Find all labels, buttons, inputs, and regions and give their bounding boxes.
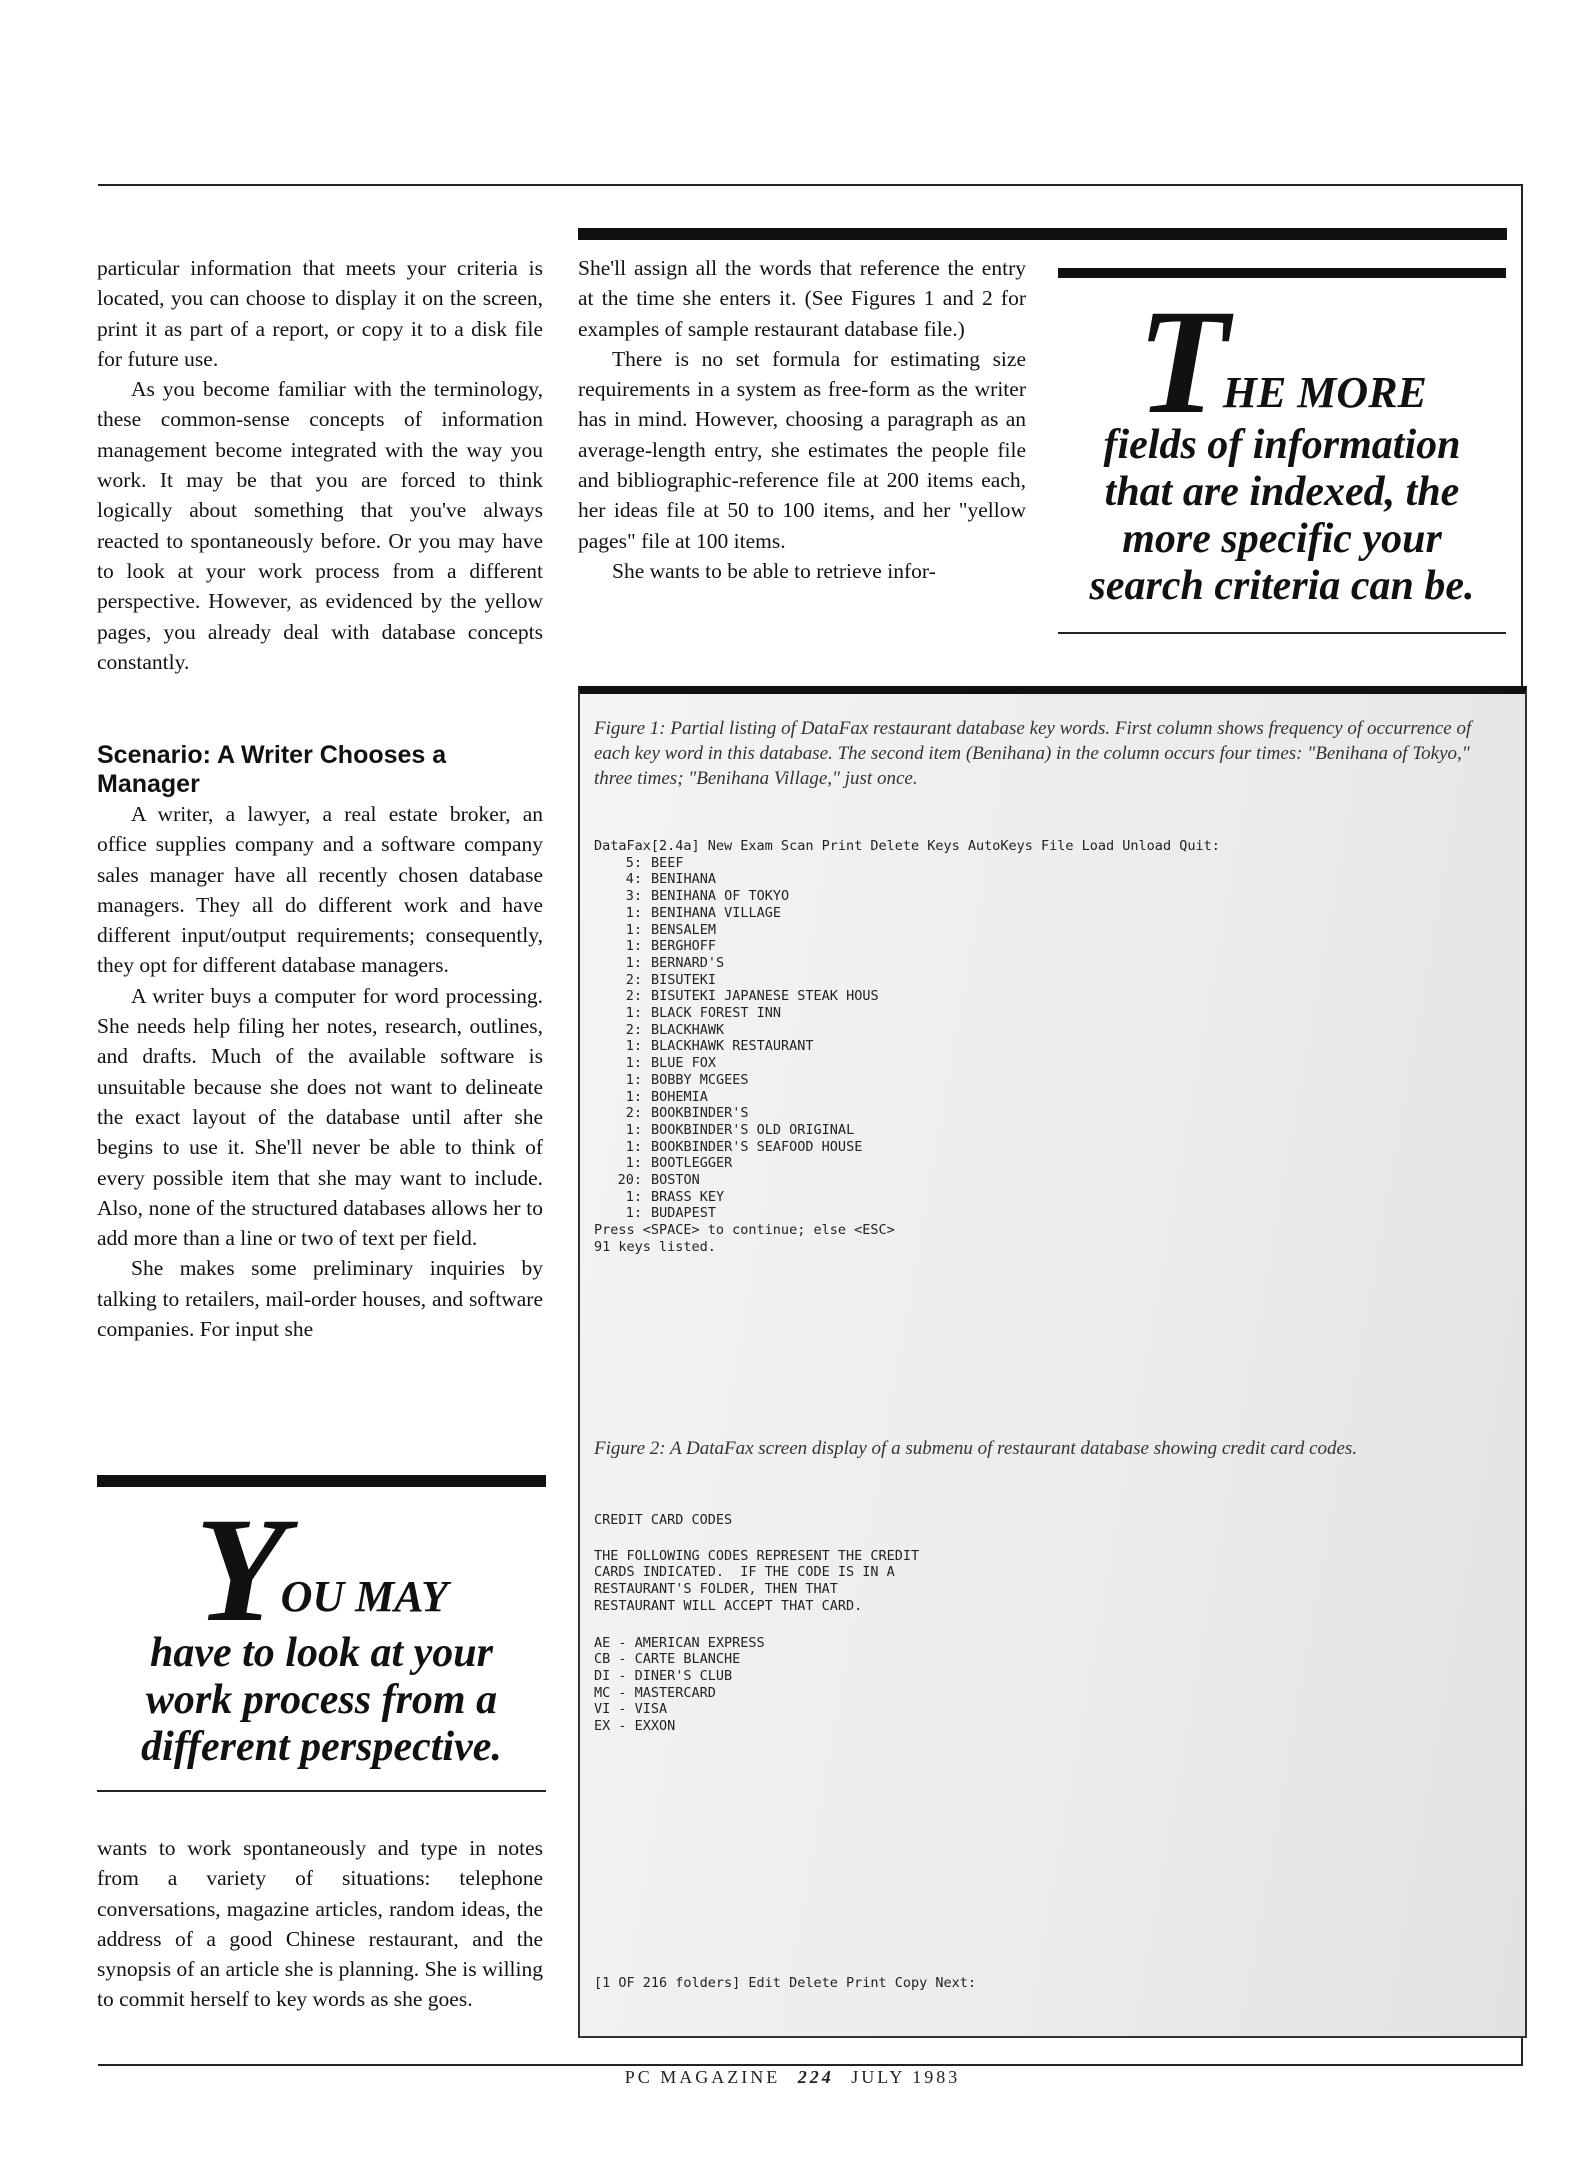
key-word-count: 4: bbox=[625, 871, 642, 888]
key-word-count: 2: bbox=[625, 1105, 642, 1122]
key-word-row bbox=[594, 855, 1494, 872]
key-word-count: 1: bbox=[625, 904, 642, 921]
pull-quote-line: that are indexed, the bbox=[1104, 469, 1460, 515]
key-word-row bbox=[594, 1005, 1494, 1022]
key-word-row bbox=[594, 988, 1494, 1005]
paragraph: A writer buys a computer for word processing. She needs help filing her notes, research, outlines, and drafts. Much of the available software is unsuitable because she does not want to delineate the exact layout of the database until after she begins to use it. She'll never be able to think of every possible item that she may want to include. Also, none of the structured databases allows her to add more than a line or two of text per field. bbox=[97, 983, 543, 1251]
key-word-count: 1: bbox=[625, 1055, 642, 1072]
paragraph: She'll assign all the words that reference the entry at the time she enters it. (See Figures 1 and 2 for examples of sample restaurant database file.) bbox=[578, 256, 1026, 341]
key-word: BENIHANA VILLAGE bbox=[651, 904, 782, 921]
key-word-count: 2: bbox=[625, 971, 642, 988]
pull-quote-line: have to look at your bbox=[150, 1630, 493, 1676]
key-word: BENIHANA bbox=[651, 871, 717, 888]
pull-quote-left bbox=[97, 1487, 546, 1771]
key-word-count: 1: bbox=[625, 954, 642, 971]
figure1-caption: Figure 1: Partial listing of DataFax restaurant database key words. First column shows frequency of occurrence of each key word in this database. The second item (Benihana) in the column occurs four times: "Benihana of Tokyo," three times; "Benihana Village," just once. bbox=[594, 718, 1472, 789]
key-word: BRASS KEY bbox=[651, 1188, 725, 1205]
key-word-count: 1: bbox=[625, 921, 642, 938]
footer-date: JULY 1983 bbox=[851, 2067, 961, 2087]
key-word: BOOTLEGGER bbox=[651, 1155, 733, 1172]
pull-quote-right-bottom-rule bbox=[1058, 632, 1506, 634]
key-word: BEEF bbox=[651, 854, 684, 871]
key-word: BISUTEKI JAPANESE STEAK HOUS bbox=[651, 988, 879, 1005]
figure1-menu: DataFax[2.4a] New Exam Scan Print Delete Keys AutoKeys File Load Unload Quit: bbox=[594, 838, 1220, 854]
frame-top-rule bbox=[98, 184, 1523, 186]
key-word-row bbox=[594, 888, 1494, 905]
pull-quote-line: fields of information bbox=[1103, 422, 1461, 468]
left-column-bottom bbox=[97, 1833, 543, 2015]
pull-quote-left-top-rule bbox=[97, 1475, 546, 1487]
key-word: BLACKHAWK bbox=[651, 1021, 725, 1038]
middle-column-top-rule bbox=[578, 228, 1507, 240]
section-heading: Scenario: A Writer Chooses a Manager bbox=[97, 741, 447, 798]
pull-quote-line: search criteria can be. bbox=[1089, 563, 1475, 609]
key-word-row bbox=[594, 1139, 1494, 1156]
key-word: BERGHOFF bbox=[651, 938, 717, 955]
figure2-code: EX - EXXON bbox=[594, 1718, 676, 1735]
figure2-code: AE - AMERICAN EXPRESS bbox=[594, 1634, 765, 1651]
figure2-intro-line: RESTAURANT'S FOLDER, THEN THAT bbox=[594, 1581, 838, 1598]
key-word-count: 1: bbox=[625, 1205, 642, 1222]
paragraph: She wants to be able to retrieve infor- bbox=[612, 558, 936, 583]
key-word: BOOKBINDER'S SEAFOOD HOUSE bbox=[651, 1138, 863, 1155]
key-word: BLACK FOREST INN bbox=[651, 1005, 782, 1022]
lead-caps: HE MORE bbox=[1222, 368, 1427, 417]
key-word: BUDAPEST bbox=[651, 1205, 717, 1222]
key-word-count: 1: bbox=[625, 938, 642, 955]
key-word: BERNARD'S bbox=[651, 954, 725, 971]
key-word-count: 20: bbox=[617, 1172, 642, 1189]
key-word: BOSTON bbox=[651, 1172, 700, 1189]
key-word: BOOKBINDER'S OLD ORIGINAL bbox=[651, 1121, 855, 1138]
key-word-row bbox=[594, 972, 1494, 989]
footer-page-number: 224 bbox=[797, 2067, 834, 2087]
figure2-code: DI - DINER'S CLUB bbox=[594, 1667, 733, 1684]
key-word: BENIHANA OF TOKYO bbox=[651, 888, 790, 905]
key-word-count: 5: bbox=[625, 854, 642, 871]
key-word-row bbox=[594, 1189, 1494, 1206]
figure2-code: MC - MASTERCARD bbox=[594, 1684, 716, 1701]
figure1-status: 91 keys listed. bbox=[594, 1238, 716, 1255]
key-word-row bbox=[594, 922, 1494, 939]
figure-box bbox=[578, 686, 1527, 2038]
key-word-row bbox=[594, 955, 1494, 972]
paragraph: As you become familiar with the terminology, these common-sense concepts of information management become integrated with the way you work. It may be that you are forced to think logically about something that you've always reacted to spontaneously before. Or you may have to look at your work process from a different perspective. However, as evidenced by the yellow pages, you already deal with database concepts constantly. bbox=[97, 377, 543, 674]
key-word: BOHEMIA bbox=[651, 1088, 708, 1105]
key-word-row bbox=[594, 871, 1494, 888]
pull-quote-line: work process from a bbox=[145, 1677, 498, 1723]
footer-magazine: PC MAGAZINE bbox=[624, 2067, 781, 2087]
key-word-row bbox=[594, 1205, 1494, 1222]
key-word: BLACKHAWK RESTAURANT bbox=[651, 1038, 814, 1055]
key-word: BOOKBINDER'S bbox=[651, 1105, 749, 1122]
drop-initial: T bbox=[1137, 279, 1223, 445]
paragraph: particular information that meets your criteria is located, you can choose to display it on the screen, print it as part of a report, or copy it to a disk file for future use. bbox=[97, 256, 543, 371]
key-word-count: 1: bbox=[625, 1071, 642, 1088]
key-word: BOBBY MCGEES bbox=[651, 1071, 749, 1088]
page-footer bbox=[0, 2067, 1585, 2088]
figure1-key-list bbox=[594, 855, 1494, 1222]
key-word-count: 1: bbox=[625, 1121, 642, 1138]
pull-quote-right bbox=[1058, 279, 1506, 610]
figure2-screen bbox=[594, 1512, 1494, 1735]
drop-initial: Y bbox=[194, 1487, 281, 1653]
key-word: BISUTEKI bbox=[651, 971, 717, 988]
key-word-count: 1: bbox=[625, 1088, 642, 1105]
middle-column bbox=[578, 253, 1026, 586]
key-word-row bbox=[594, 1089, 1494, 1106]
pull-quote-line: different perspective. bbox=[141, 1724, 502, 1770]
key-word-count: 1: bbox=[625, 1138, 642, 1155]
key-word-row bbox=[594, 1122, 1494, 1139]
pull-quote-right-top-rule bbox=[1058, 268, 1506, 278]
left-column-mid bbox=[97, 799, 543, 1344]
figure2-menu: [1 OF 216 folders] Edit Delete Print Copy Next: bbox=[594, 1975, 977, 1991]
key-word-count: 1: bbox=[625, 1005, 642, 1022]
left-column-top bbox=[97, 253, 543, 677]
frame-bottom-rule bbox=[98, 2064, 1523, 2066]
pull-quote-left-bottom-rule bbox=[97, 1790, 546, 1792]
figure1-screen bbox=[594, 838, 1494, 1256]
figure2-caption: Figure 2: A DataFax screen display of a submenu of restaurant database showing credit card codes. bbox=[594, 1438, 1358, 1459]
key-word-count: 3: bbox=[625, 888, 642, 905]
figure2-code: VI - VISA bbox=[594, 1701, 668, 1718]
key-word-row bbox=[594, 1072, 1494, 1089]
key-word-count: 1: bbox=[625, 1155, 642, 1172]
key-word-count: 2: bbox=[625, 988, 642, 1005]
key-word-row bbox=[594, 1105, 1494, 1122]
key-word-row bbox=[594, 905, 1494, 922]
figure2-intro-line: RESTAURANT WILL ACCEPT THAT CARD. bbox=[594, 1597, 863, 1614]
key-word-row bbox=[594, 1155, 1494, 1172]
figure2-title: CREDIT CARD CODES bbox=[594, 1512, 733, 1528]
key-word-count: 2: bbox=[625, 1021, 642, 1038]
figure1-prompt: Press <SPACE> to continue; else <ESC> bbox=[594, 1222, 895, 1239]
key-word-row bbox=[594, 1022, 1494, 1039]
figure2-intro-line: THE FOLLOWING CODES REPRESENT THE CREDIT bbox=[594, 1547, 920, 1564]
paragraph: A writer, a lawyer, a real estate broker, an office supplies company and a software company sales manager have all recently chosen database managers. They all do different work and have different input/output requirements; consequently, they opt for different database managers. bbox=[97, 802, 543, 978]
figure2-code: CB - CARTE BLANCHE bbox=[594, 1651, 741, 1668]
key-word-row bbox=[594, 1172, 1494, 1189]
key-word-count: 1: bbox=[625, 1038, 642, 1055]
paragraph: There is no set formula for estimating size requirements in a system as free-form as the writer has in mind. However, choosing a paragraph as an average-length entry, she estimates the people file and bibliographic-reference file at 200 items each, her ideas file at 50 to 100 items, and her "yellow pages" file at 100 items. bbox=[578, 346, 1026, 553]
key-word: BENSALEM bbox=[651, 921, 717, 938]
lead-caps: OU MAY bbox=[280, 1572, 449, 1621]
figure2-intro-line: CARDS INDICATED. IF THE CODE IS IN A bbox=[594, 1564, 895, 1581]
paragraph: She makes some preliminary inquiries by talking to retailers, mail-order houses, and software companies. For input she bbox=[97, 1256, 543, 1342]
paragraph: wants to work spontaneously and type in notes from a variety of situations: telephone conversations, magazine articles, random ideas, the address of a good Chinese restaurant, and the synopsis of an article she is planning. She is willing to commit herself to key words as she goes. bbox=[97, 1836, 543, 2012]
key-word-row bbox=[594, 938, 1494, 955]
key-word-count: 1: bbox=[625, 1188, 642, 1205]
key-word-row bbox=[594, 1055, 1494, 1072]
key-word-row bbox=[594, 1038, 1494, 1055]
key-word: BLUE FOX bbox=[651, 1055, 717, 1072]
pull-quote-line: more specific your bbox=[1122, 516, 1442, 562]
